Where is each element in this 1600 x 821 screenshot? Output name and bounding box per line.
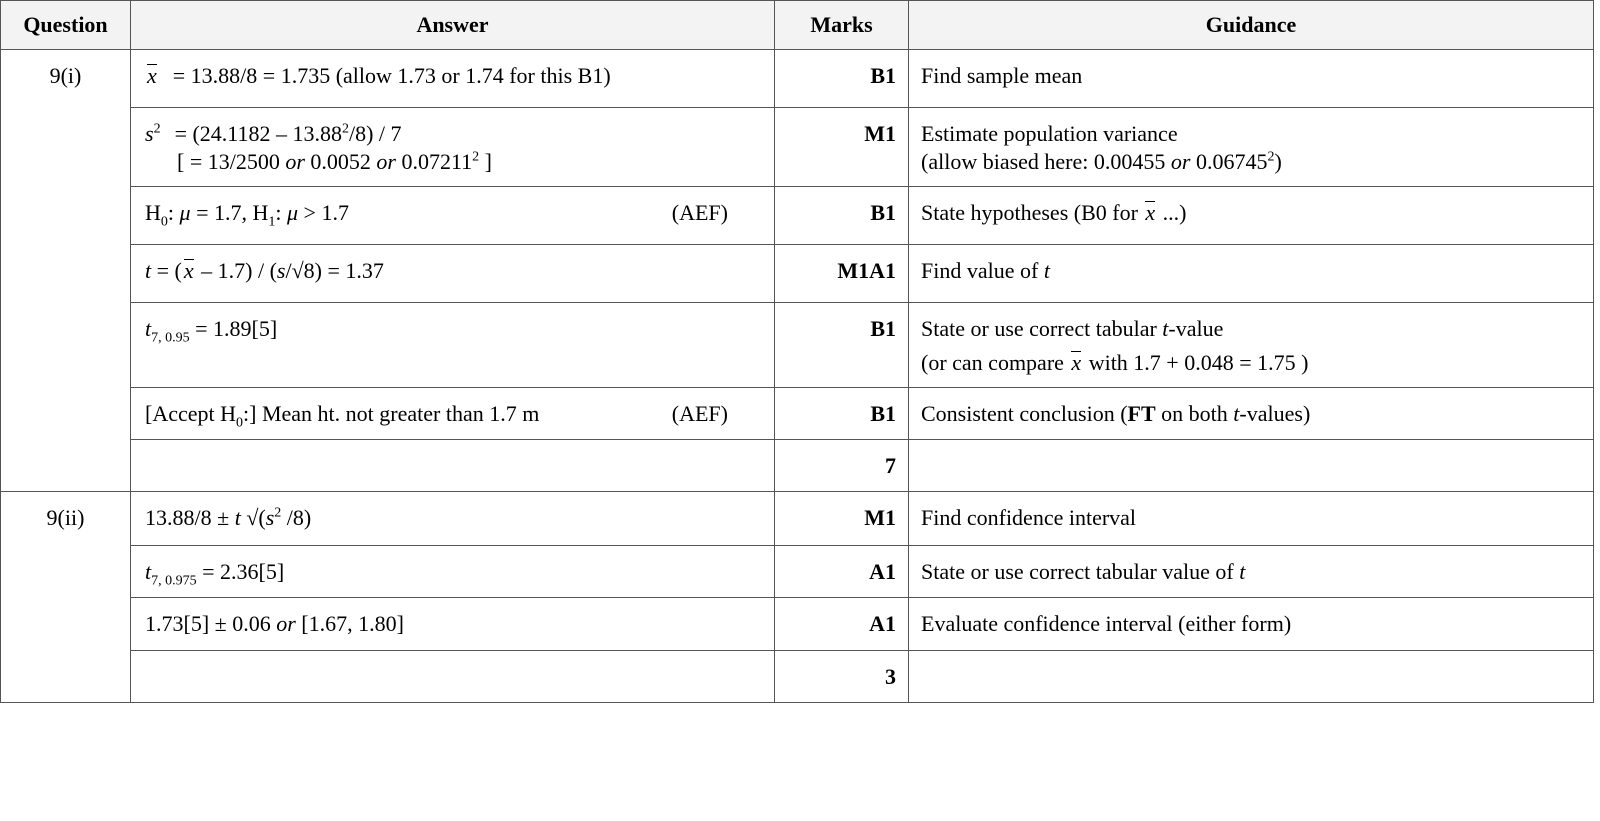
- header-question: Question: [1, 1, 131, 50]
- answer-cell: 1.73[5] ± 0.06 or [1.67, 1.80]: [131, 598, 775, 651]
- header-guidance: Guidance: [909, 1, 1594, 50]
- guidance-cell: Find confidence interval: [909, 492, 1594, 546]
- marks-cell: M1: [775, 492, 909, 546]
- marks-cell: M1A1: [775, 245, 909, 303]
- answer-cell: [Accept $H_0$:] Mean ht. not greater than 1.7 m (AEF): [131, 388, 775, 440]
- guidance-cell: Estimate population variance (allow biased here: 0.00455 or 0.06745$^2$): [909, 108, 1594, 187]
- total-marks-9i: 7: [775, 440, 909, 492]
- answer-cell: $s^2 = (24.1182 - 13.88^2/8) / 7$ [ = 13/2500 or 0.0052 or 0.07211$^2$ ]: [131, 108, 775, 187]
- answer-cell: $t_{7, 0.975} = 2.36[5]$: [131, 546, 775, 598]
- table-row: [1, 108, 1594, 187]
- table-row: [1, 388, 1594, 440]
- marks-cell: B1: [775, 50, 909, 108]
- guidance-cell: Find value of t: [909, 245, 1594, 303]
- total-row: [1, 440, 1594, 492]
- question-label-9i: 9(i): [1, 50, 131, 492]
- table-row: [1, 303, 1594, 388]
- guidance-cell: Evaluate confidence interval (either form): [909, 598, 1594, 651]
- guidance-cell: State or use correct tabular t-value (or can compare x with 1.7 + 0.048 = 1.75 ): [909, 303, 1594, 388]
- guidance-cell: State hypotheses (B0 for x ...): [909, 187, 1594, 245]
- answer-cell: x = 13.88/8 = 1.735 (allow 1.73 or 1.74 for this B1): [131, 50, 775, 108]
- guidance-cell: Consistent conclusion (FT on both t-values): [909, 388, 1594, 440]
- marks-cell: B1: [775, 303, 909, 388]
- marks-cell: A1: [775, 598, 909, 651]
- table-row: [1, 598, 1594, 651]
- total-marks-9ii: 3: [775, 651, 909, 703]
- total-row: [1, 651, 1594, 703]
- table-row: [1, 50, 1594, 108]
- aef-note: (AEF): [671, 401, 728, 426]
- guidance-cell: Find sample mean: [909, 50, 1594, 108]
- header-answer: Answer: [131, 1, 775, 50]
- guidance-cell: State or use correct tabular value of t: [909, 546, 1594, 598]
- table-row: [1, 546, 1594, 598]
- answer-cell: $t_{7, 0.95} = 1.89[5]$: [131, 303, 775, 388]
- header-row: [1, 1, 1594, 50]
- answer-cell: 13.88/8 ± t $√(s^2$ /8): [131, 492, 775, 546]
- answer-cell: $H_0$: μ = 1.7, $H_1$: μ > 1.7 (AEF): [131, 187, 775, 245]
- marks-cell: M1: [775, 108, 909, 187]
- table-row: [1, 245, 1594, 303]
- answer-cell: t = (x – 1.7) / (s/√8) = 1.37: [131, 245, 775, 303]
- table-row: [1, 187, 1594, 245]
- question-label-9ii: 9(ii): [1, 492, 131, 703]
- table-row: [1, 492, 1594, 546]
- marks-cell: B1: [775, 187, 909, 245]
- aef-note: (AEF): [671, 200, 728, 225]
- marks-cell: A1: [775, 546, 909, 598]
- marks-cell: B1: [775, 388, 909, 440]
- header-marks: Marks: [775, 1, 909, 50]
